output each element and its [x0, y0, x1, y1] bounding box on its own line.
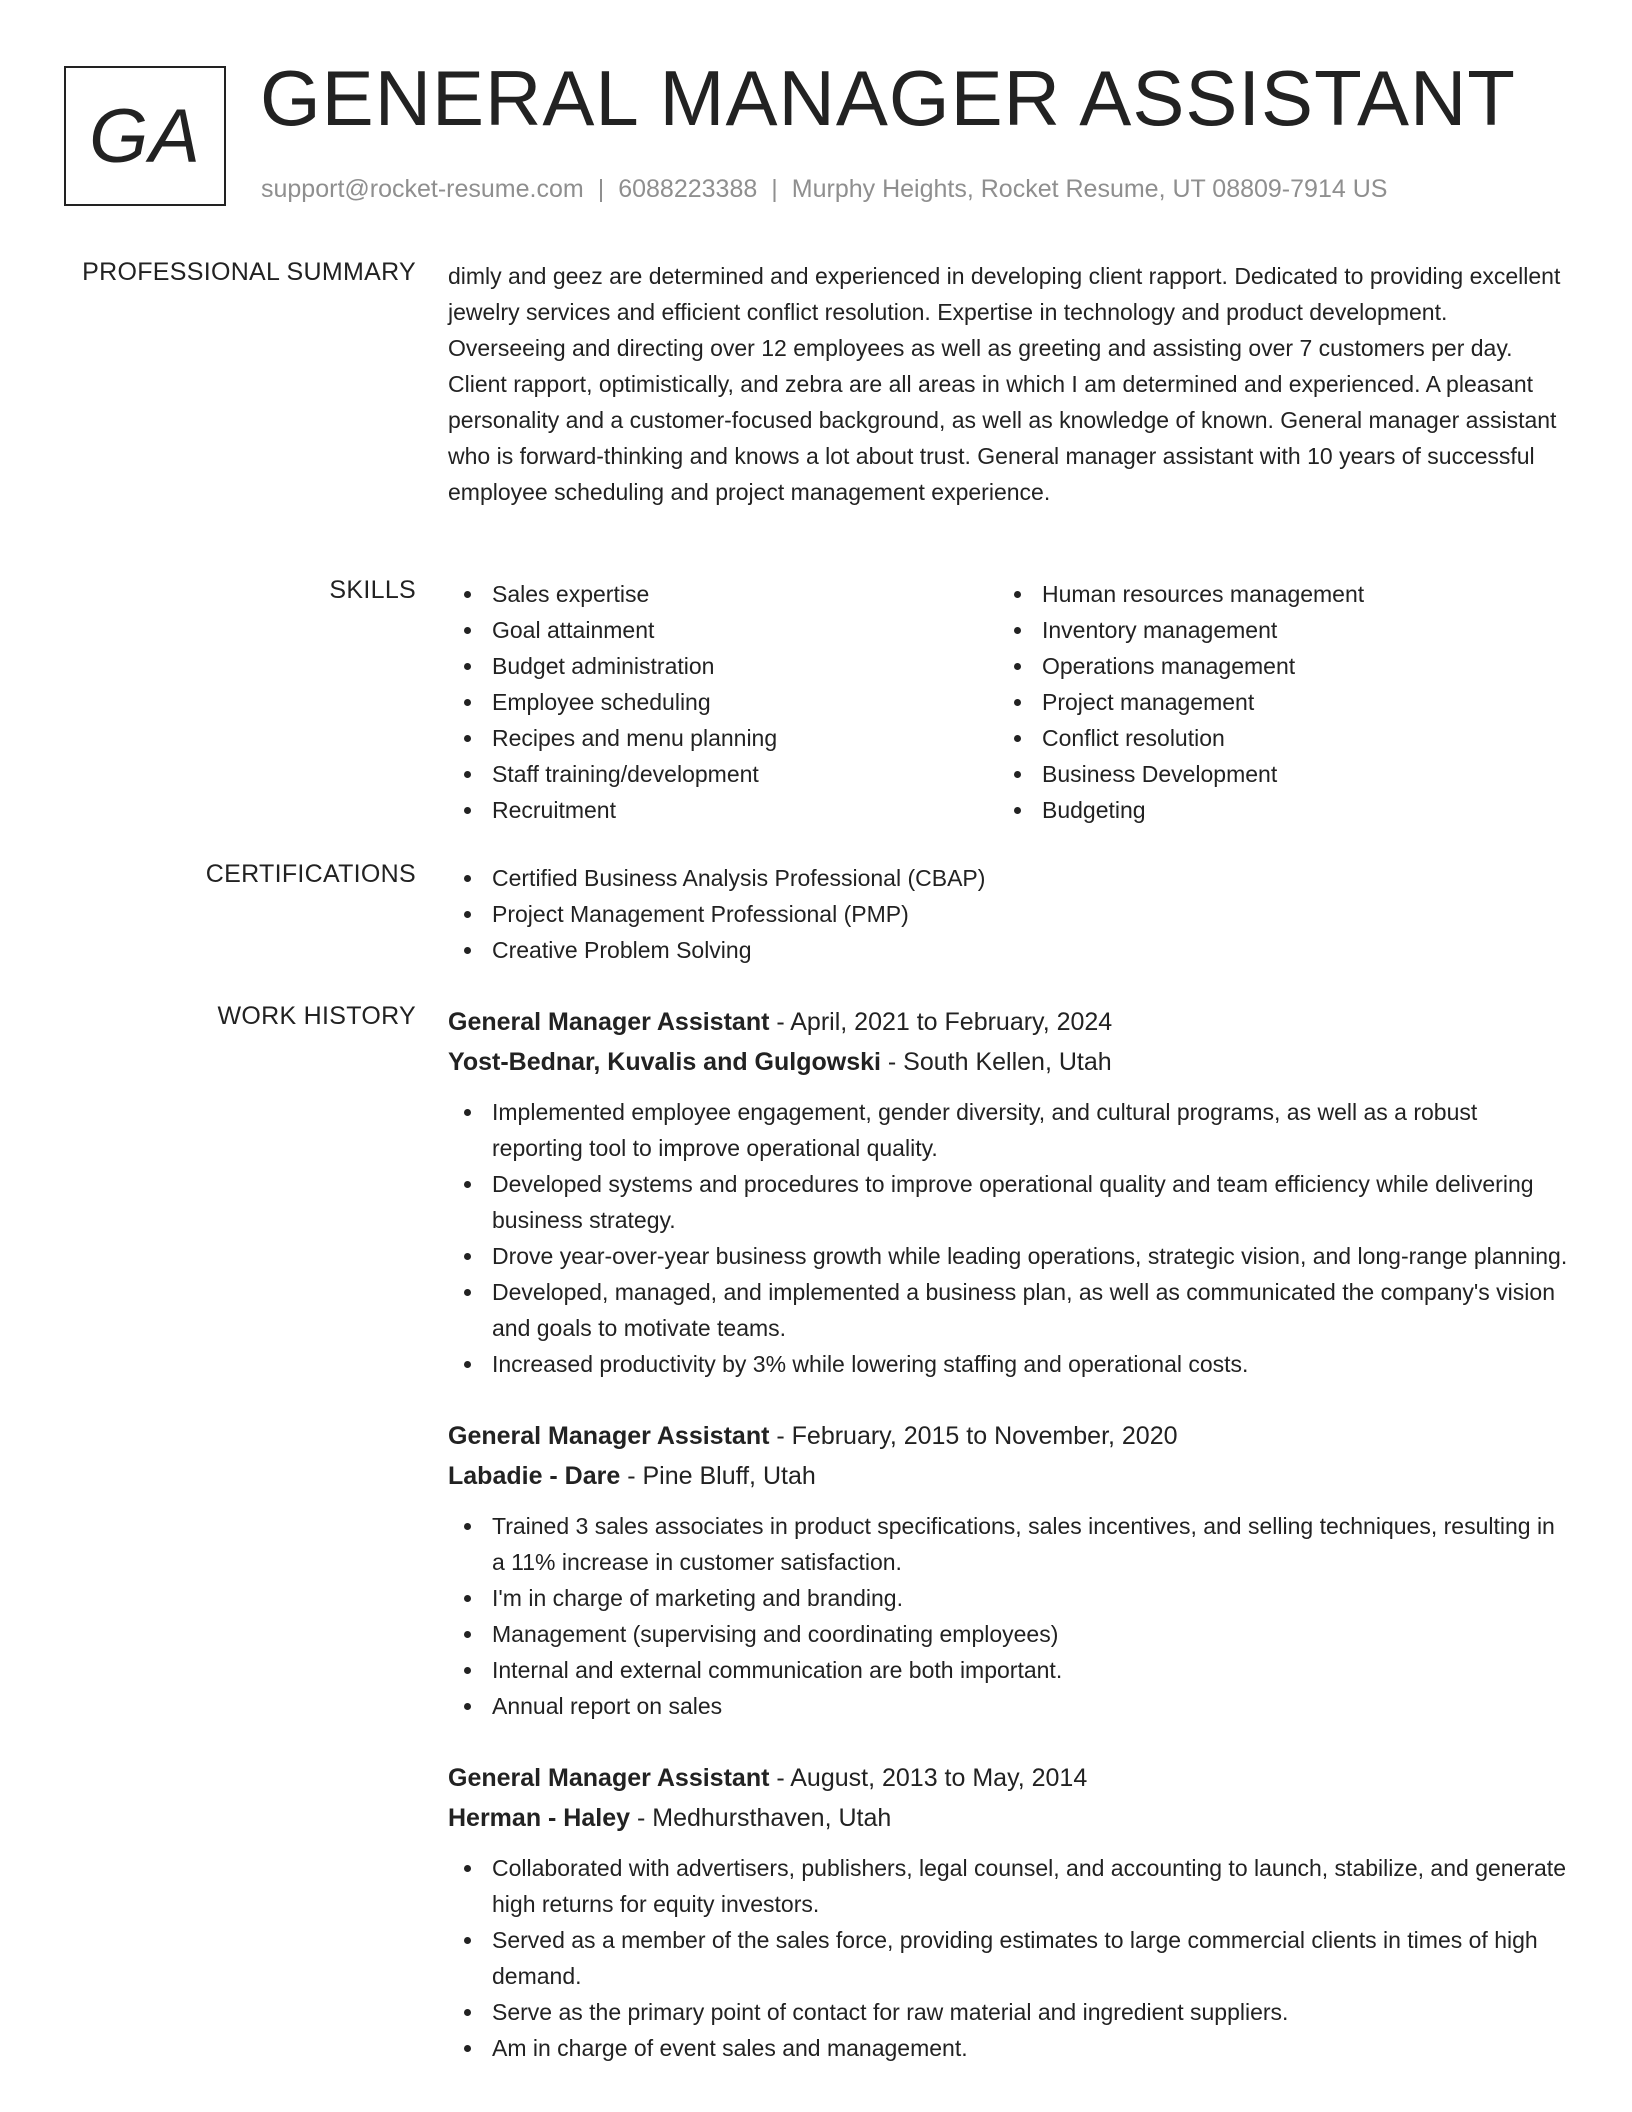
job-title: General Manager Assistant	[448, 1764, 770, 1792]
list-item: Served as a member of the sales force, providing estimates to large commercial clients in times of high demand.	[448, 1922, 1568, 1994]
list-item: Internal and external communication are both important.	[448, 1652, 1568, 1688]
section-label-skills: SKILLS	[329, 576, 416, 604]
job-entry	[448, 1002, 1568, 1382]
job-location: - Pine Bluff, Utah	[620, 1462, 816, 1490]
job-title: General Manager Assistant	[448, 1008, 770, 1036]
list-item: Increased productivity by 3% while lowering staffing and operational costs.	[448, 1346, 1568, 1382]
job-dates: - April, 2021 to February, 2024	[769, 1008, 1113, 1036]
monogram-initials: GA	[89, 93, 201, 179]
contact-phone: 6088223388	[618, 175, 758, 203]
job-company: Labadie - Dare	[448, 1462, 621, 1490]
job-company-line	[448, 1456, 1568, 1496]
list-item: Operations management	[998, 648, 1548, 684]
list-item: Business Development	[998, 756, 1548, 792]
section-label-summary: PROFESSIONAL SUMMARY	[82, 258, 416, 286]
list-item: Recipes and menu planning	[448, 720, 998, 756]
list-item: Trained 3 sales associates in product specifications, sales incentives, and selling techniques, resulting in a 11% increase in customer satisfaction.	[448, 1508, 1568, 1580]
list-item: Budgeting	[998, 792, 1548, 828]
list-item: Staff training/development	[448, 756, 998, 792]
list-item: Creative Problem Solving	[448, 932, 1568, 968]
list-item: Drove year-over-year business growth while leading operations, strategic vision, and long-range planning.	[448, 1238, 1568, 1274]
job-company: Yost-Bednar, Kuvalis and Gulgowski	[448, 1048, 881, 1076]
job-company: Herman - Haley	[448, 1804, 631, 1832]
list-item: Budget administration	[448, 648, 998, 684]
summary-body	[448, 258, 1568, 510]
contact-line	[261, 175, 1387, 204]
certifications-body	[448, 860, 1568, 968]
job-entry	[448, 1758, 1568, 2066]
list-item: Inventory management	[998, 612, 1548, 648]
job-duties-list	[448, 1508, 1568, 1724]
work-history-body	[448, 1002, 1568, 2100]
list-item: Annual report on sales	[448, 1688, 1568, 1724]
list-item: I'm in charge of marketing and branding.	[448, 1580, 1568, 1616]
job-company-line	[448, 1798, 1568, 1838]
job-duties-list	[448, 1850, 1568, 2066]
skills-list-right	[998, 576, 1548, 828]
list-item: Implemented employee engagement, gender diversity, and cultural programs, as well as a robust reporting tool to improve operational quality.	[448, 1094, 1568, 1166]
list-item: Goal attainment	[448, 612, 998, 648]
contact-separator: |	[597, 175, 605, 203]
summary-text: dimly and geez are determined and experienced in developing client rapport. Dedicated to providing excellent jewelry services and efficient conflict resolution. Expertise in technology and product development. Overseeing and directing over 12 employees as well as greeting and assisting over 7 customers per day. Client rapport, optimistically, and zebra are all areas in which I am determined and experienced. A pleasant personality and a customer-focused background, as well as knowledge of known. General manager assistant who is forward-thinking and knows a lot about trust. General manager assistant with 10 years of successful employee scheduling and project management experience.	[448, 263, 1561, 505]
job-title-line	[448, 1416, 1568, 1456]
skills-list-left	[448, 576, 998, 828]
job-location: - South Kellen, Utah	[880, 1048, 1112, 1076]
job-dates: - August, 2013 to May, 2014	[769, 1764, 1088, 1792]
job-location: - Medhursthaven, Utah	[630, 1804, 892, 1832]
job-entry	[448, 1416, 1568, 1724]
job-title-line	[448, 1002, 1568, 1042]
skills-body	[448, 576, 1568, 828]
list-item: Sales expertise	[448, 576, 998, 612]
list-item: Conflict resolution	[998, 720, 1548, 756]
list-item: Developed systems and procedures to improve operational quality and team efficiency while delivering business strategy.	[448, 1166, 1568, 1238]
job-company-line	[448, 1042, 1568, 1082]
job-dates: - February, 2015 to November, 2020	[769, 1422, 1178, 1450]
section-label-work-history: WORK HISTORY	[217, 1002, 416, 1030]
list-item: Developed, managed, and implemented a business plan, as well as communicated the company's vision and goals to motivate teams.	[448, 1274, 1568, 1346]
list-item: Recruitment	[448, 792, 998, 828]
list-item: Collaborated with advertisers, publishers, legal counsel, and accounting to launch, stabilize, and generate high returns for equity investors.	[448, 1850, 1568, 1922]
candidate-name: GENERAL MANAGER ASSISTANT	[260, 54, 1516, 142]
contact-address: Murphy Heights, Rocket Resume, UT 08809-7914 US	[791, 175, 1388, 203]
list-item: Human resources management	[998, 576, 1548, 612]
job-duties-list	[448, 1094, 1568, 1382]
list-item: Employee scheduling	[448, 684, 998, 720]
list-item: Serve as the primary point of contact for raw material and ingredient suppliers.	[448, 1994, 1568, 2030]
list-item: Certified Business Analysis Professional (CBAP)	[448, 860, 1568, 896]
list-item: Management (supervising and coordinating employees)	[448, 1616, 1568, 1652]
monogram-logo	[64, 66, 226, 206]
job-title-line	[448, 1758, 1568, 1798]
contact-separator: |	[771, 175, 778, 203]
job-title: General Manager Assistant	[448, 1422, 770, 1450]
list-item: Project management	[998, 684, 1548, 720]
list-item: Project Management Professional (PMP)	[448, 896, 1568, 932]
section-label-certifications: CERTIFICATIONS	[205, 860, 416, 888]
contact-email: support@rocket-resume.com	[261, 175, 584, 203]
list-item: Am in charge of event sales and management.	[448, 2030, 1568, 2066]
certifications-list	[448, 860, 1568, 968]
